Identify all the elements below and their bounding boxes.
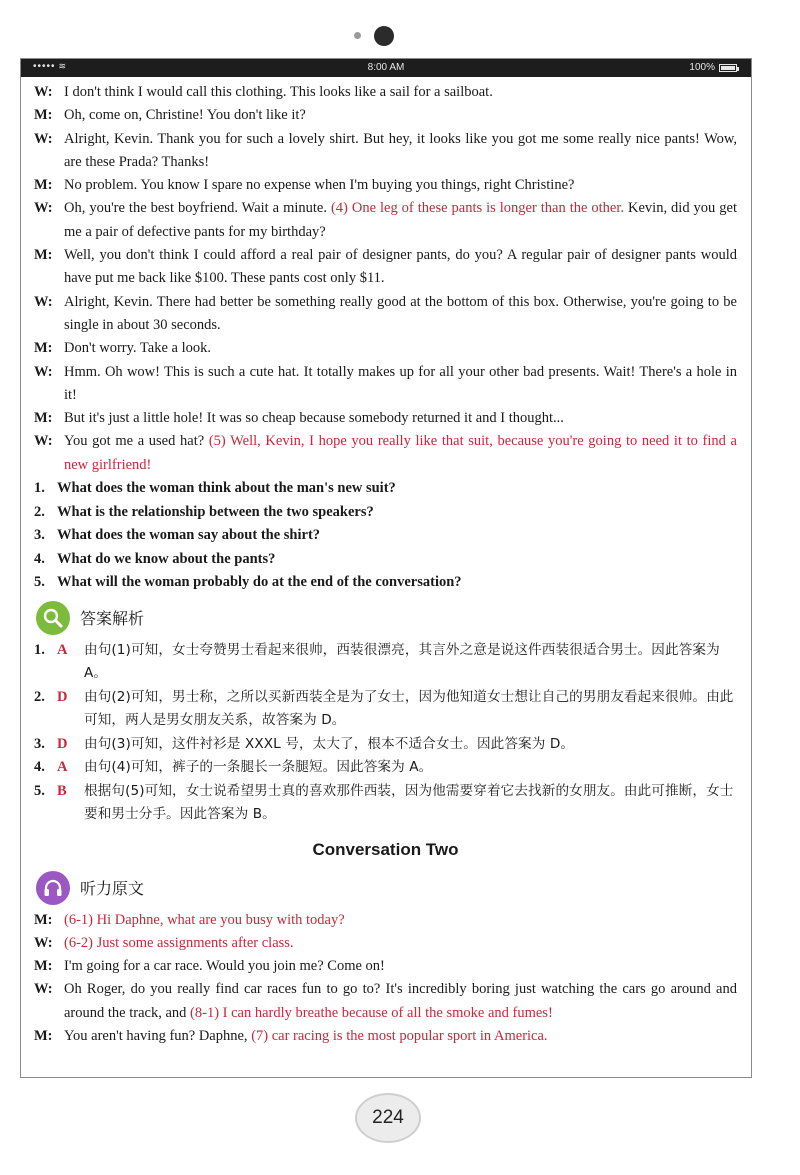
page-number-badge: [355, 1093, 421, 1143]
question-number: 3.: [34, 527, 45, 544]
question-number: 2.: [34, 503, 45, 520]
dialogue-text: [64, 978, 737, 1025]
answer-item: [34, 780, 737, 827]
page-number: 224: [372, 1107, 404, 1128]
answer-item: [34, 686, 737, 733]
dialogue-line: [34, 909, 737, 932]
dialogue-line: [34, 197, 737, 244]
dialogue-line: [34, 407, 737, 430]
transcript-two: [34, 909, 737, 1049]
dialogue-segment: I'm going for a car race. Would you join me? Come on!: [64, 958, 385, 975]
question-item: [34, 477, 737, 501]
dialogue-text: [64, 955, 737, 978]
dialogue-segment: Don't worry. Take a look.: [64, 340, 211, 357]
answer-item: [34, 733, 737, 757]
speaker-label: M:: [34, 958, 53, 975]
question-text: What does the woman think about the man's new suit?: [57, 480, 396, 497]
dialogue-segment: You aren't having fun? Daphne,: [64, 1028, 252, 1045]
dialogue-text: [64, 81, 737, 104]
dialogue-text: [64, 430, 737, 477]
answer-explanation: 由句(2)可知，男士称，之所以买新西装全是为了女士，因为他知道女士想让自己的男朋友看起来很帅。由此可知，两人是男女朋友关系，故答案为 D。: [84, 688, 734, 729]
battery-percent: 100%: [689, 62, 715, 73]
answer-explanation: 根据句(5)可知，女士说希望男士真的喜欢那件西装，因为他需要穿着它去找新的女朋友。由此可推断，女士要和男士分手。因此答案为 B。: [84, 782, 734, 823]
transcript-section-title: 听力原文: [80, 879, 145, 899]
dialogue-line: [34, 174, 737, 197]
question-number: 5.: [34, 574, 45, 591]
signal-dots-icon: •••••: [33, 61, 56, 72]
dialogue-segment: Hmm. Oh wow! This is such a cute hat. It totally makes up for all your other bad presents. Wait! There's a hole in it!: [64, 363, 737, 403]
speaker-label: M:: [34, 177, 53, 194]
answer-section-title: 答案解析: [80, 609, 145, 629]
dialogue-line: [34, 104, 737, 127]
answer-letter: D: [57, 688, 68, 705]
battery-indicator: [689, 62, 737, 73]
highlighted-sentence: (4) One leg of these pants is longer than the other.: [330, 200, 625, 217]
answer-number: 3.: [34, 735, 45, 752]
conversation-two-title: Conversation Two: [312, 839, 459, 859]
highlighted-sentence: (7) car racing is the most popular sport in America.: [251, 1028, 548, 1045]
speaker-label: M:: [34, 247, 53, 264]
speaker-label: W:: [34, 433, 53, 450]
dialogue-line: [34, 1025, 737, 1048]
page-content: [21, 77, 751, 1048]
dialogue-segment: Alright, Kevin. There had better be something really good at the bottom of this box. Otherwise, you're going to be single in about 30 seconds.: [64, 293, 737, 333]
question-text: What will the woman probably do at the end of the conversation?: [57, 574, 462, 591]
dialogue-text: [64, 104, 737, 127]
dialogue-text: [64, 932, 737, 955]
dialogue-text: [64, 1025, 737, 1048]
answer-explanation: 由句(3)可知，这件衬衫是 XXXL 号，太大了，根本不适合女士。因此答案为 D。: [84, 735, 575, 752]
speaker-label: W:: [34, 84, 53, 100]
dialogue-segment: Oh, you're the best boyfriend. Wait a minute.: [64, 200, 331, 217]
tablet-screen: [20, 58, 752, 1078]
speaker-label: W:: [34, 293, 53, 310]
dialogue-line: [34, 337, 737, 360]
dialogue-line: [34, 81, 737, 104]
answer-section-header: [34, 597, 737, 639]
answer-number: 5.: [34, 782, 45, 799]
highlighted-sentence: (6-2) Just some assignments after class.: [64, 934, 294, 951]
answer-letter: A: [57, 641, 68, 658]
answer-letter: D: [57, 735, 68, 752]
highlighted-sentence: (8-1) I can hardly breathe because of all the smoke and fumes!: [190, 1004, 553, 1021]
question-number: 1.: [34, 480, 45, 497]
speaker-label: M:: [34, 107, 53, 124]
dialogue-segment: You got me a used hat?: [64, 433, 209, 450]
dialogue-text: [64, 337, 737, 360]
transcript-section-header: [34, 867, 737, 909]
dialogue-text: [64, 128, 737, 175]
dialogue-segment: Kevin, did you get me a pair of defective pants for my birthday?: [64, 200, 737, 240]
dialogue-segment: Oh Roger, do you really find car races fun to go to? It's incredibly boring just watching the cars go around and around the track, and: [64, 981, 737, 1021]
answer-explanation: 由句(4)可知，裤子的一条腿长一条腿短。因此答案为 A。: [84, 759, 433, 776]
status-bar: [21, 59, 751, 77]
answer-number: 1.: [34, 641, 45, 658]
answer-letter: A: [57, 759, 68, 776]
wifi-icon: ≋: [58, 61, 68, 71]
speaker-label: M:: [34, 410, 53, 427]
dialogue-line: [34, 932, 737, 955]
answer-item: [34, 756, 737, 780]
transcript-one: [34, 81, 737, 477]
dialogue-line: [34, 978, 737, 1025]
device-camera-area: [0, 24, 800, 48]
speaker-label: W:: [34, 200, 53, 217]
dialogue-segment: I don't think I would call this clothing. This looks like a sail for a sailboat.: [64, 84, 493, 100]
dialogue-text: [64, 361, 737, 408]
question-item: [34, 524, 737, 548]
camera-dot: [374, 26, 394, 46]
question-item: [34, 501, 737, 525]
speaker-label: M:: [34, 911, 53, 928]
dialogue-line: [34, 244, 737, 291]
question-text: What is the relationship between the two speakers?: [57, 503, 374, 520]
dialogue-text: [64, 291, 737, 338]
battery-icon: [719, 64, 737, 72]
speaker-label: W:: [34, 130, 53, 147]
dialogue-segment: Oh, come on, Christine! You don't like it?: [64, 107, 306, 124]
dialogue-line: [34, 955, 737, 978]
speaker-label: M:: [34, 340, 53, 357]
speaker-label: W:: [34, 981, 53, 998]
headphones-icon: [36, 871, 70, 905]
dialogue-text: [64, 909, 737, 932]
dialogue-text: [64, 197, 737, 244]
dialogue-segment: Well, you don't think I could afford a real pair of designer pants, do you? A regular pair of designer pants would have put me back like $100. These pants cost only $11.: [64, 247, 737, 287]
speaker-label: W:: [34, 934, 53, 951]
highlighted-sentence: (5) Well, Kevin, I hope you really like that suit, because you're going to need it to find a new girlfriend!: [64, 433, 737, 473]
answer-number: 4.: [34, 759, 45, 776]
question-text: What do we know about the pants?: [57, 550, 276, 567]
question-number: 4.: [34, 550, 45, 567]
answer-number: 2.: [34, 688, 45, 705]
speaker-label: M:: [34, 1028, 53, 1045]
dialogue-line: [34, 291, 737, 338]
question-list: [34, 477, 737, 595]
dialogue-line: [34, 128, 737, 175]
question-item: [34, 571, 737, 595]
answer-letter: B: [57, 782, 67, 799]
answer-list: [34, 639, 737, 827]
dialogue-text: [64, 244, 737, 291]
question-item: [34, 548, 737, 572]
answer-explanation: 由句(1)可知，女士夸赞男士看起来很帅，西装很漂亮，其言外之意是说这件西装很适合男士。因此答案为 A。: [84, 641, 720, 682]
magnifier-icon: [36, 601, 70, 635]
dialogue-segment: But it's just a little hole! It was so cheap because somebody returned it and I thought...: [64, 410, 564, 427]
answer-item: [34, 639, 737, 686]
highlighted-sentence: (6-1) Hi Daphne, what are you busy with today?: [64, 911, 345, 928]
dialogue-text: [64, 174, 737, 197]
speaker-label: W:: [34, 363, 53, 380]
sensor-dot: [354, 32, 361, 39]
dialogue-segment: No problem. You know I spare no expense when I'm buying you things, right Christine?: [64, 177, 575, 194]
dialogue-line: [34, 361, 737, 408]
status-time: 8:00 AM: [367, 62, 405, 73]
dialogue-line: [34, 430, 737, 477]
dialogue-text: [64, 407, 737, 430]
question-text: What does the woman say about the shirt?: [57, 527, 321, 544]
dialogue-segment: Alright, Kevin. Thank you for such a lovely shirt. But hey, it looks like you got me some really nice pants! Wow, are these Prada? Thanks!: [64, 130, 737, 170]
